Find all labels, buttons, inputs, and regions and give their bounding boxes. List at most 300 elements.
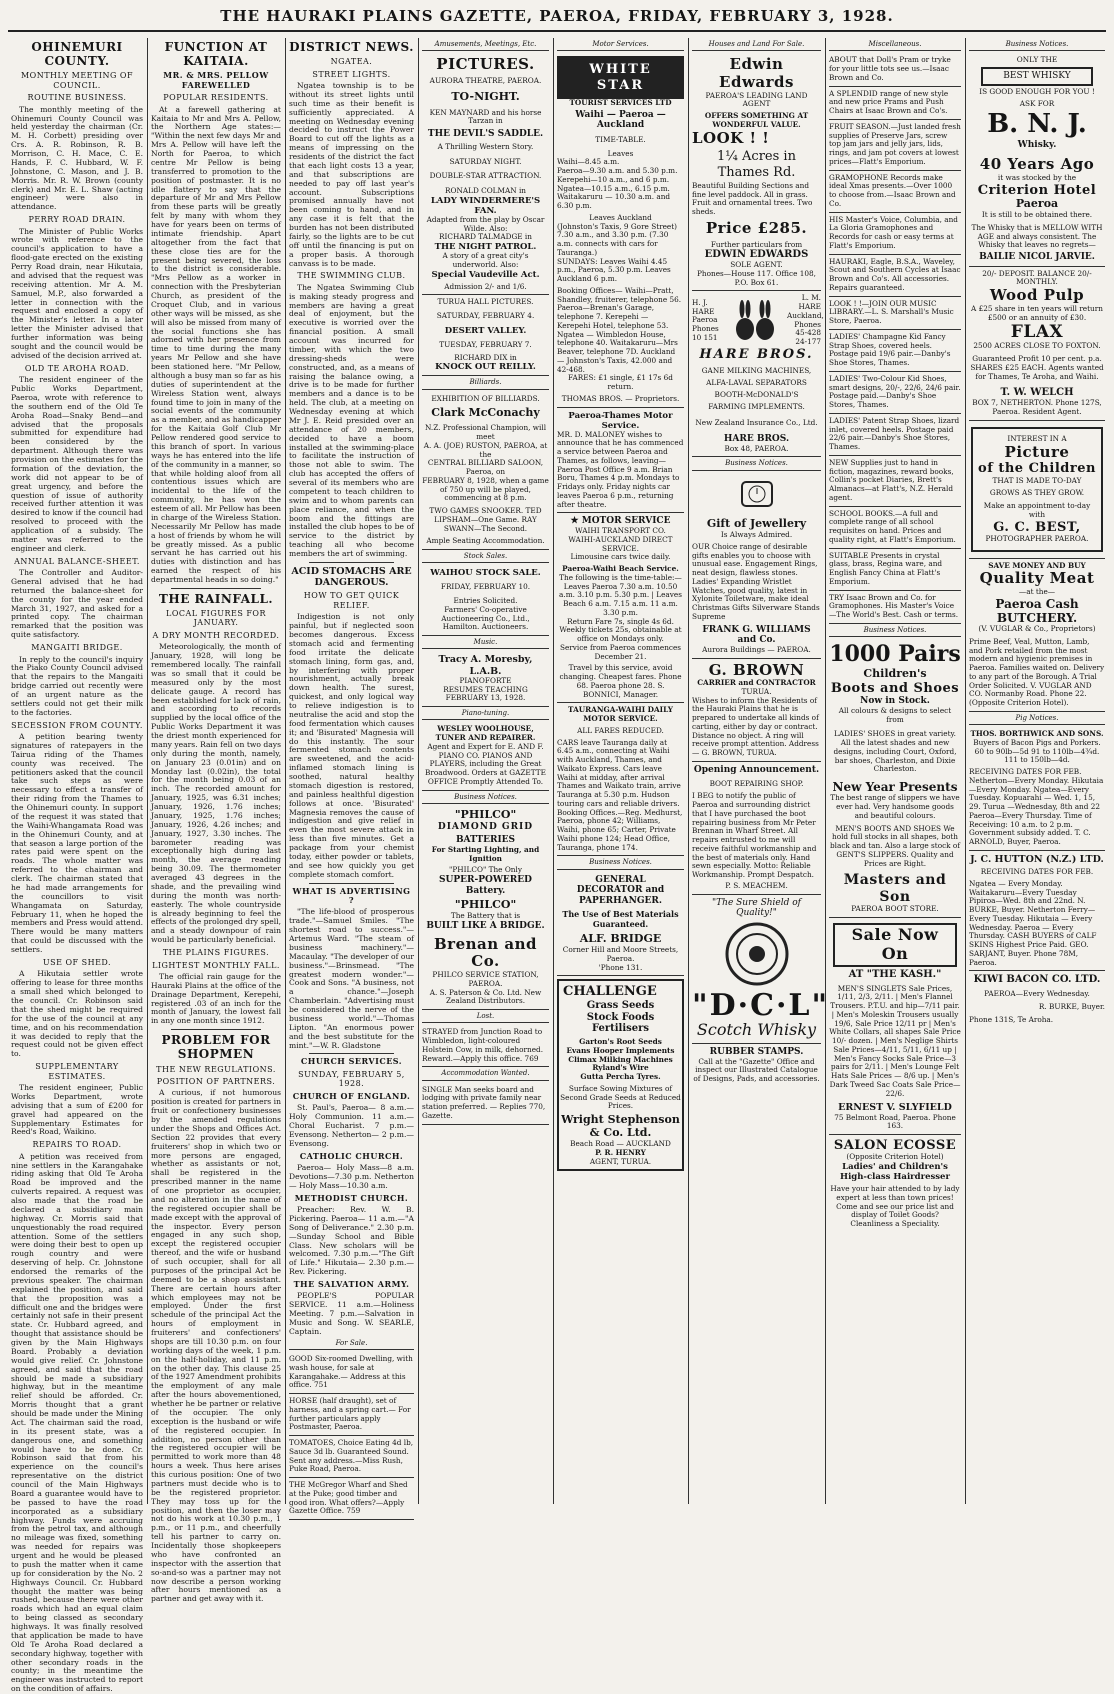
boot-repair-ad (692, 762, 821, 895)
ad-text: CHALLENGE (563, 984, 657, 1000)
subheading: POPULAR RESIDENTS. (163, 93, 269, 103)
ad-text: Wishes to inform the Residents of the Hauraki Plains that he is prepared to undertake all kinds of carting, either by day or contract. Distance no object. A ring will receive prompt attention. Address — G. BROWN, TURUA. (692, 695, 819, 758)
ad-text: CARRIER and CONTRACTOR (697, 678, 816, 688)
classified-ad: TOMATOES, Choice Eating 4d lb, Sauce 3d lb. Guaranteed Sound. Sent any address.—Miss Rush, Puke Road, Paeroa. (289, 1436, 414, 1478)
ad-text: PAEROA'S LEADING LAND AGENT (705, 90, 808, 109)
article-subtitle: THE NEW REGULATIONS. (156, 1064, 276, 1074)
ad-text: The best range of slippers we have ever had. Very handsome goods and beautiful colours. (830, 793, 960, 820)
classified-ad: NEW Supplies just to hand in fiction, magazines, reward books, Collin's pocket Diaries, Brett's Almanacs—at Flatt's, N.Z. Herald agent. (829, 456, 961, 507)
ad-text: —at the— (1018, 587, 1056, 597)
ad-text: RESUMES TEACHING (443, 684, 528, 694)
motor-service-ad (557, 408, 684, 514)
classified-ad: LADIES' Champagne Kid Fancy Strap Shoes, covered heels. Postage paid 19/6 pair.—Danby's Shoe Stores, Thames. (829, 330, 961, 372)
article-title: OHINEMURI COUNTY. (31, 40, 123, 69)
subheading: PERRY ROAD DRAIN. (28, 215, 126, 225)
ad-text: KNOCK OUT REILLY. (435, 362, 536, 373)
subheading: POSITION OF PARTNERS. (156, 1076, 276, 1086)
ad-text: Opening Announcement. (693, 764, 820, 775)
classified-ad: LADIES' Patent Strap Shoes, lizard inlet, covered heels. Postage paid 22/6 pair.—Danby's Shoe Stores, Thames. (829, 414, 961, 456)
subheading: SUNDAY, FEBRUARY 5, 1928. (298, 1069, 405, 1089)
ad-text: Ryland's Wire (592, 1063, 649, 1073)
ad-text: ASK FOR (1019, 99, 1055, 109)
subheading: CHURCH OF ENGLAND. (292, 1090, 411, 1101)
stock-sale-ad (422, 565, 549, 636)
subheading: OLD TE AROHA ROAD. (24, 363, 130, 373)
ad-text: FARMING IMPLEMENTS. (708, 401, 805, 411)
section-header: Business Notices. (969, 40, 1105, 51)
ad-text: AT "THE KASH." (848, 968, 942, 980)
ad-text: EXHIBITION OF BILLIARDS. (431, 393, 540, 403)
ad-text: Stock Foods (586, 1011, 655, 1023)
article-subtitle: HOW TO GET QUICK RELIEF. (303, 591, 400, 610)
ad-text: "The Sure Shield of Quality!" (712, 897, 801, 919)
ad-text: WAIHI-AUCKLAND DIRECT SERVICE. (568, 534, 673, 553)
motor-service-ad (557, 513, 684, 703)
ad-text: L. M. HARE Auckland, Phones 45-428 24-177 (787, 293, 824, 347)
ad-text: Garton's Root Seeds (579, 1037, 662, 1047)
motor-service-ad (557, 703, 684, 856)
masthead-rule (8, 30, 1106, 32)
subheading: METHODIST CHURCH. (294, 1192, 409, 1203)
ad-text: Quality Meat (979, 569, 1095, 588)
column-5 (554, 38, 687, 1506)
section-header: Business Notices. (829, 626, 961, 637)
classified-ad: LADIES' Two-Colour Kid Shoes, smart designs, 20/-, 22/6, 24/6 pair. Postage paid.—Danby's Shoe Stores, Thames. (829, 372, 961, 414)
paragraph: A petition was received from nine settlers in the Karangahake riding asking that Old Te Aroha Road be improved and the culverts repaired. A request was also made that the road be declared a subsidiary main highway. Cr. Morris said that unquestionably the road required attention. Some of the settlers were doing their best to open up rough country and were deserving of help. Cr. Johnstone endorsed the remarks of the previous speaker. The chairman explained the position, and said that the proposition was a difficult one and the bridges were certainly not safe in their present state. Cr. Hubbard agreed, and thought that assistance should be given by the Main Highways Board. Probably a deviation would give relief. Cr. Johnstone agreed, and said that the road should be made a subsidiary highway, but in the meantime relief should be afforded. Cr. Morris thought that a grant should be made under the Mining Act. The chairman said the road, in its present state, was a dangerous one, and something would have to be done. Cr. Robinson said that from his experience on the council's representative on the district council of the Main Highways Board a guarantee would have to be passed to have the road incorporated as a subsidiary highway. Funds were accruing from the petrol tax, and although no mileage was fixed, something was needed for repairs was urgent and he would be pleased to push the matter when it came up for consideration by the No. 2 Highways Council. Cr. Hubbard thought the matter was being rushed, because there were other roads which had an equal claim to being classed as secondary highways. It was finally resolved that application be made to have Old Te Aroha Road declared a secondary highway, together with other secondary roads in the county; in the meantime the engineer was instructed to report on the condition of affairs. (11, 1151, 143, 1694)
ad-text: BEST WHISKY (981, 67, 1093, 86)
ad-text: RECEIVING DATES FOR FEB. (980, 867, 1094, 877)
ad-text: T. W. WELCH (1000, 387, 1074, 399)
ad-text: G. BROWN (708, 660, 805, 679)
ad-text: Aurora Buildings — PAEROA. (702, 644, 811, 654)
ad-text: DESERT VALLEY. (444, 325, 527, 336)
ad-text: Brenan and Co. (434, 934, 537, 971)
paragraph: PEOPLE'S POPULAR SERVICE. 11 a.m.—Holiness Meeting. 7 p.m.—Salvation in Music and Song. W. SEARLE, Captain. (289, 1291, 414, 1336)
butchery-ad (969, 559, 1105, 712)
ad-text: R. BURKE, Buyer. (1038, 1001, 1105, 1011)
ad-text: J. C. HUTTON (N.Z.) LTD. (970, 853, 1104, 865)
ad-text: BOX 7, NETHERTON. Phone 127S, Paeroa. Resident Agent. (972, 398, 1102, 417)
ad-text: SOLE AGENT. (730, 260, 783, 270)
ad-text: Booking Offices— Waihi—Pratt, Shandley, fruiterer, telephone 56. Paeroa—Brenan's Garage, telephone 7. Kerepehi — Kerepehi Hotel, telephone 53. Ngatea — Wimbledon House, telephone 40. Waitakaruru—Mrs Beaver, telephone 7D. Auckland — Johnston's Taxis, 42.000 and 42-468. (557, 285, 682, 374)
ad-text: Waihi—8.45 a.m. (557, 157, 620, 167)
ad-text: Surface Sowing Mixtures of Second Grade Seeds at Reduced Prices. (560, 1083, 681, 1111)
ad-text: OFFERS SOMETHING AT WONDERFUL VALUE. (704, 111, 809, 129)
ad-text: Agent and Expert for E. AND F. PIANO CO. PIANOS AND PLAYERS, including the Great Broadwood. Orders at GAZETTE OFFICE Promptly Attended To. (425, 741, 546, 786)
ad-text: THAT IS MADE TO-DAY (992, 475, 1082, 485)
ad-text: Return Fare 7s, single 4s 6d. (567, 616, 674, 626)
ad-text: Wood Pulp (989, 286, 1085, 305)
ad-text: BOOT REPAIRING SHOP. (709, 778, 804, 788)
ad-text: RUBBER STAMPS. (709, 1047, 804, 1058)
ad-text: ALFA-LAVAL SEPARATORS (706, 378, 807, 388)
ad-text: THE DEVIL'S SADDLE. (427, 129, 544, 140)
salon-ad (829, 1135, 961, 1232)
ad-text: 75 Belmont Road, Paeroa. Phone 163. (834, 1112, 956, 1131)
ad-text: RICHARD DIX in (454, 352, 517, 362)
ad-text: 20/- DEPOSIT. BALANCE 20/- MONTHLY. (982, 268, 1092, 287)
ad-text: Is Always Admired. (720, 530, 793, 540)
rubber-stamps-ad (692, 1044, 821, 1087)
ad-text: Farmers' Co-operative Auctioneering Co., Ltd., Hamilton. Auctioneers. (441, 604, 530, 632)
article-title: CHURCH SERVICES. (300, 1056, 403, 1067)
subheading: ANNUAL BALANCE-SHEET. (14, 556, 140, 566)
classified-ad: FRUIT SEASON.—Just landed fresh supplies of Preserve Jars, screw top jam jars and jelly jars, lids, rings, and jam pot covers at lowest prices—Flatt's Emporium. (829, 120, 961, 171)
ad-text: Boots and Shoes (830, 680, 960, 696)
classified-ad: HIS Master's Voice, Columbia, and La Gloria Gramophones and Records for cash or easy terms at Flatt's Emporium. (829, 213, 961, 255)
paragraph: St. Paul's, Paeroa— 8 a.m.—Holy Communion. 11 a.m.—Choral Eucharist. 7 p.m.—Evensong. Netherton— 2 p.m.—Evensong. (289, 1103, 414, 1148)
ad-text: of the Children (978, 461, 1096, 477)
subheading: ROUTINE BUSINESS. (27, 93, 127, 103)
ad-text: PAEROA—Every Wednesday. (984, 989, 1090, 999)
subheading: THE SALVATION ARMY. (293, 1279, 410, 1289)
ad-text: Box 48, PAEROA. (724, 443, 789, 453)
challenge-ad (557, 979, 684, 1171)
ad-text: 'Phone 131. (598, 962, 643, 972)
ad-text: Service from Paeroa commences December 21. (559, 642, 682, 661)
ad-text: THOS. BORTHWICK AND SONS. (970, 729, 1104, 739)
ad-text: G. C. BEST, (993, 519, 1081, 535)
column-1 (8, 38, 146, 1694)
jewellery-ad (692, 473, 821, 659)
ad-text: SATURDAY NIGHT. (449, 156, 522, 166)
subheading: LIGHTEST MONTHLY FALL. (152, 960, 280, 970)
ad-text: Beach Road — AUCKLAND (570, 1139, 671, 1149)
bnj-whisky-ad (969, 53, 1105, 266)
ad-text: Paeroa-Thames Motor Service. (568, 410, 673, 431)
ad-text: LOOK ! ! (692, 128, 770, 147)
ad-text: Beautiful Building Sections and fine level paddock. All in grass. Fruit and ornamental trees. Two sheds. (692, 180, 813, 217)
ad-text: TIME-TABLE. (595, 134, 646, 144)
ad-text: Children's (863, 666, 927, 680)
ad-text: GENERAL (595, 874, 646, 885)
ad-text: It is still to be obtained there. (981, 210, 1093, 220)
photographer-ad (969, 421, 1105, 559)
boots-ad (829, 639, 961, 918)
classified-ad: SINGLE Man seeks board and lodging with private family near station preferred. — Replies 770, Gazette. (422, 1083, 549, 1125)
section-header: Music. (422, 638, 549, 649)
article-title: ACID STOMACHS ARE DANGEROUS. (291, 565, 412, 589)
section-header: Lost. (422, 1012, 549, 1023)
ad-text: ONLY THE (1016, 55, 1058, 65)
classified-ad: TRY Isaac Brown and Co. for Gramophones. His Master's Voice—The World's Best. Cash or terms. (829, 591, 961, 624)
rabbits-icon (729, 299, 781, 343)
ad-text: Buyers of Bacon Pigs and Porkers. 60 to 90lb—5d 91 to 110lb—4¾d. 111 to 150lb—4d. (973, 737, 1101, 765)
star-icon: ★ (570, 516, 582, 527)
ad-text: Leaves (607, 148, 634, 158)
subheading: THE SWIMMING CLUB. (297, 271, 406, 281)
ad-text: All colours & designs to select from (838, 705, 952, 724)
ad-heading: PICTURES. (436, 55, 535, 74)
paragraph: Preacher: Rev. W. B. Pickering. Paeroa— 11 a.m.—"A Song of Deliverance." 2.30 p.m.—Sunday School and Bible Class. New scholars will be welcomed. 7.30 p.m.—"The Gift of Life." Hikutaia— 2.30 p.m.—Rev. Pickering. (289, 1205, 414, 1277)
ad-text: Evans Hooper Implements (566, 1045, 675, 1055)
ad-text: Special Vaudeville Act. (431, 269, 540, 280)
ad-text: Make an appointment to-day with (983, 501, 1091, 519)
section-header: Stock Sales. (422, 552, 549, 563)
column-2 (148, 38, 284, 1604)
ad-text: OUR Choice range of desirable gifts enables you to choose with unusual ease. Engagement Rings, neat design, flawless stones. Ladies' Expanding Wristlet Watches, good quality, latest in Xylonite Toiletware, make ideal Christmas Gifts Silverware Stands Supreme (692, 541, 820, 621)
ad-text: FRANK G. WILLIAMS and Co. (702, 624, 811, 646)
ad-text: FRIDAY, FEBRUARY 10. (440, 582, 531, 592)
ad-text: Leaves Paeroa 7.30 a.m. 10.50 a.m. 3.10 p.m. 5.30 p.m. | Leaves Beach 6 a.m. 7.15 a.m. 11 a.m. 3.30 p.m. (559, 581, 682, 617)
ad-text: Waitakaruru — 10.30 a.m. and 6.30 p.m. (557, 192, 671, 211)
ad-text: 1¼ Acres in Thames Rd. (717, 149, 796, 180)
cinema-ad (422, 53, 549, 295)
ad-text: GROWS AS THEY GROW. (989, 488, 1085, 498)
subheading: STREET LIGHTS. (312, 69, 391, 79)
ad-text: New Year Presents (832, 780, 958, 795)
pig-notice (969, 971, 1105, 1027)
ad-text: WAIHI TRANSPORT CO. (575, 526, 666, 536)
ad-text: 1000 Pairs (829, 641, 961, 667)
paragraph: The monthly meeting of the Ohinemuri County Council was held yesterday the chairman (Cr. M. H. Corbett) presiding over Crs. A. R. Robinson, R. B. Morrison, C. H. Mace, C. E. Hands, F. C. Hubbard, W. F. Johnstone, C. Mason, and J. B. Morris. Mr. R. W. Brown (county clerk) and Mr. E. L. Shaw (acting engineer) were also in attendance. (11, 104, 143, 212)
ad-text: "D·C·L" (692, 988, 830, 1024)
ad-text: FARES: £1 single, £1 17s 6d return. (568, 373, 673, 392)
ad-text: Picture (1004, 442, 1070, 461)
paragraph: In reply to the council's inquiry the Piako County Council advised that the repairs to the Mangaiti bridge carried out recently were of an urgent nature as the settlers could not get their milk to the factories. (11, 654, 143, 717)
ad-text: IS GOOD ENOUGH FOR YOU ! (979, 86, 1095, 96)
section-header: Billiards. (422, 378, 549, 389)
classified-ad: GRAMOPHONE Records make ideal Xmas presents.—Over 1000 to choose from.—Isaac Brown and Co. (829, 171, 961, 213)
ad-text: KIWI BACON CO. LTD. (973, 974, 1101, 986)
ad-text: Guaranteed Profit 10 per cent. p.a. SHARES £25 EACH. Agents wanted for Thames, Te Aroha, and Waihi. (970, 354, 1104, 381)
ad-text: Criterion Hotel (977, 182, 1097, 198)
ad-text: FLAX (1010, 322, 1064, 343)
ad-text: DECORATOR and PAPERHANGER. (576, 885, 665, 906)
ad-text: RECEIVING DATES FOR FEB. Netherton—Every Monday. Hikutaia—Every Monday. Ngatea—Every Tuesday. Kopuarahi — Wed. 1, 15, 29. Turua —Wednesday, 8th and 22 Paeroa—Every Thursday. Time of Receiving: 10 a.m. to 2 p.m. Government subsidy added. T. C. ARNOLD, Buyer, Paeroa. (969, 767, 1104, 847)
ad-text: LADIES' SHOES in great variety. All the latest shades and new designs, including Court, Oxford, bar shoes, Charleston, and Dixie Charleston. (833, 729, 957, 774)
ad-text: SATURDAY, FEBRUARY 4. (436, 311, 535, 321)
classified-ad: GOOD Six-roomed Dwelling, with wash house, for sale at Karangahake.— Address at this office. 751 (289, 1352, 414, 1394)
classified-ad: THE McGregor Wharf and Shed at the Puke; good timber and good iron. What offers?—Apply Gazette Office. 759 (289, 1478, 414, 1520)
ad-text: Price £285. (705, 218, 808, 237)
section-header: Motor Services. (557, 40, 684, 51)
sale-ad (829, 918, 961, 1135)
ad-text: N.Z. Professional Champion, will meet (424, 423, 547, 442)
paragraph: Ngatea township is to be without its street lights until such time as their benefit is sufficiently appreciated. A meeting on Wednesday evening decided to instruct the Power Board to cut off the lights as a means of impressing on the residents of the district the fact that each light costs 13 a year, and that subscriptions are needed to pay off last year's account. Subscriptions promised annually have not been coming to hand, and in any case it is felt that the burden has not been distributed fairly, so the lights are to be cut off until the financing is put on a proper basis. A thorough canvass is to be made. (289, 81, 414, 268)
ad-text: Corner Hill and Moore Streets, Paeroa. (562, 945, 679, 963)
ad-text: Edwin Edwards (719, 55, 794, 91)
subheading: CATHOLIC CHURCH. (299, 1150, 404, 1161)
ad-text: "PHILCO" The Only (449, 865, 522, 875)
paragraph: A curious, if not humorous position is created for partners in fruit or confectionery businesses by the amended regulations under the Shops and Offices Act. Section 22 provides that every fruiterers' shop in which two or more persons are engaged, whether as assistants or not, shall be registered in the prescribed manner in the name of one proprietor as occupier, and no alteration in the name of the registered occupier shall be made except with the approval of the inspector. Every person engaged in any such shop, except the registered occupier thereof, and the wife or husband of such occupier, shall for all purposes of the principal Act be deemed to be a shop assistant. There are certain hours after which employees may not be employed. Under the first schedule of the principal Act the hours of employment in fruiterers' and confectioners' shops are till 10.30 p.m. on four working days of the week, 1 p.m. on the half-holiday, and 11 p.m. on the other day. This clause 25 of the 1927 Amendment prohibits the employment of any male after the hours abovementioned, whether he be partner or relative of the occupier. The only exception is the husband or wife of the registered occupier. In addition, no person other than the registered occupier will be permitted to work more than 48 hours a week. Thus here arises this curious position: One of two partners must decide who is to be the registered proprietor. They may toss up for the position, and then the loser may not do his work at 10.30 p.m., 1 p.m., or 11 p.m., and cheerfully tell his partner to carry on. Incidentally those shopkeepers who have confronted an inspector with the assertion that so-and-so was a partner may not now describe a person working after hours mentioned as a partner and get away with it. (151, 1088, 281, 1604)
ad-text: Ngatea — Every Monday. Waitakaruru—Every Tuesday Pipiroa—Wed. 8th and 22nd. N. BURKE, Buyer. Netherton Ferry—Every Tuesday. Hikutaia — Every Wednesday. Paeroa — Every Thursday. CASH BUYERS of CALF SKINS Highest Price Paid. GEO. SARJANT, Buyer. Phone 78M, Paeroa. (969, 878, 1097, 967)
ad-text: MR. D. MALONEY wishes to announce that he has commenced a service between Paeroa and Thames, as follows, leaving— Paeroa Post Office 9 a.m. Brian Boru, Thames 4 p.m. Mondays to Fridays only. Friday nights car leaves Paeroa 6 p.m., returning after theatre. (557, 429, 684, 509)
ad-text: TUESDAY, FEBRUARY 7. (439, 339, 532, 349)
ad-text: ALL FARES REDUCED. (577, 725, 664, 735)
ad-text: THE NIGHT PATROL. (434, 242, 537, 253)
ad-text: Sale Now On (851, 925, 939, 963)
hare-bros-ad (692, 291, 824, 457)
paragraph: The official rain gauge for the Hauraki Plains at the office of the Drainage Department, Kerepehi, registered .03 of an inch for the month of January, the lowest fall in any one month since 1912. (151, 971, 281, 1026)
section-header: Amusements, Meetings, Etc. (422, 40, 549, 51)
ad-text: TURUA HALL PICTURES. (437, 297, 534, 307)
ad-text: "PHILCO" (454, 898, 517, 912)
ad-text: A. S. Paterson & Co. Ltd. New Zealand Distributors. (429, 987, 542, 1006)
ad-text: Masters and Son (843, 872, 947, 905)
ad-text: Waihi — Paeroa — Auckland (575, 109, 666, 131)
classified-ad: SCHOOL BOOKS.—A full and complete range of all school requisites on hand. Prices and quality right, at Flatt's Emporium. (829, 507, 961, 549)
ad-text: A £25 share in ten years will return £500 or an annuity of £30. (971, 303, 1103, 322)
ad-text: Battery. (465, 885, 506, 896)
ad-text: CARS leave Tauranga daily at 6.45 a.m., connecting at Waihi with Auckland, Thames, and Waikato Express. Cars leave Waihi at midday, after arrival Thames and Waikato train, arrive Tauranga at 5.30 p.m. Hudson touring cars and reliable drivers. Booking Offices.—Reg. Medhurst, Paeroa, phone 42; Williams, Waihi, phone 65; Carter, Private Waihi phone 124; Head Office, Tauranga, phone 174. (557, 737, 683, 852)
ad-text: TURUA. (741, 686, 772, 696)
ad-text: New Zealand Insurance Co., Ltd. (695, 418, 818, 428)
ad-text: "PHILCO" (454, 807, 517, 821)
ad-text: Leaves Auckland (589, 212, 652, 222)
ad-text: SUPER-POWERED (439, 875, 532, 886)
ad-text: H. J. HARE Paeroa Phones 10 151 (692, 297, 719, 342)
ad-text: Entries Solicited. (453, 596, 518, 606)
subheading: REPAIRS TO ROAD. (32, 1140, 122, 1150)
ad-text: (Johnston's Taxis, 9 Gore Street) 7.30 a.m., and 3.30 p.m. (7.30 a.m. connects with cars for Tauranga.) (557, 221, 678, 257)
ad-text: EDWIN EDWARDS (704, 249, 809, 261)
ad-text: MEN'S BOOTS AND SHOES We hold full stocks in all shapes, both black and tan. Also a large stock of GENT'S SLIPPERS. Quality and Prices are Right. (829, 823, 961, 868)
ad-text: FEBRUARY 13, 1928. (445, 693, 526, 703)
paragraph: The resident engineer, Public Works Department, wrote advising that a sum of £200 for gravel had appeared on the Supplementary Estimates for Reed's Road, Waikino. (11, 1083, 143, 1137)
ad-text: Ngatea—10.15 a.m., 6.15 p.m. (557, 183, 670, 193)
ad-text: KEN MAYNARD and his horse Tarzan in (429, 107, 542, 126)
ad-text: GANE MILKING MACHINES, (701, 366, 812, 376)
ad-text: INTEREST IN A (1007, 433, 1067, 443)
ad-text: Phones—House 117. Office 108, P.O. Box 61. (697, 268, 816, 287)
article-subtitle: MR. & MRS. PELLOW FAREWELLED (163, 70, 269, 90)
paragraph: Meteorologically, the month of January, 1928, will long be remembered locally. The rainfall was so small that it could be measured only by the most delicate gauge. A record has been established for lack of rain, and according to records supplied by the local office of the Public Works Department it was the driest month experienced for many years. Rain fell on two days only during the month, namely, on January 23 (0.01in) and on Monday last (0.02in), the total for the month being 0.03 of an inch. The recorded amount for January, 1925, was 6.31 inches; January, 1926, 1.76 inches; January, 1925, 1.76 inches; January, 1926, 4.26 inches; and January, 1927, 3.30 inches. The barometer reading was exceptionally high during last month, the average reading being 30.09. The thermometer averaged 43 degrees in the shade, and the prevailing wind during the month was north-easterly. The whole countryside is already beginning to feel the effects of the prolonged dry spell, and a steady downpour of rain would be particularly beneficial. (151, 642, 281, 945)
pig-notice (969, 851, 1105, 971)
ad-text: (Opposite Criterion Hotel) (846, 1152, 944, 1162)
ad-text: WESLEY WOOLHOUSE, TUNER AND REPAIRER. (435, 724, 536, 742)
subheading: SUPPLEMENTARY ESTIMATES. (35, 1062, 119, 1081)
paragraph: The resident engineer of the Public Works Department, Paeroa, wrote with reference to the southern end of the Old Te Aroha Road—Snaky Bend—and advised that the proposals submitted for expenditure had been considered by the department. Although there was provision on the estimates for the formation of the deviation, the work did not appear to be of great urgency, and before the question of issue of authority received further attention it was desired to know if the council had resolved to proceed with the application of a subsidy. The matter was referred to the engineer and clerk. (11, 375, 143, 553)
crest-icon (722, 919, 792, 989)
masthead: THE HAURAKI PLAINS GAZETTE, PAEROA, FRIDAY, FEBRUARY 3, 1928. (220, 7, 894, 25)
ad-text: it was stocked by the (997, 173, 1077, 183)
section-header: Business Notices. (422, 793, 549, 804)
ad-text: Paeroa—9.30 a.m. and 5.30 p.m. (557, 166, 678, 176)
ad-text: PIANOFORTE (459, 675, 512, 685)
music-ad (422, 651, 549, 707)
column-7 (826, 38, 964, 1506)
ad-text: DOUBLE-STAR ATTRACTION. (429, 171, 542, 181)
ad-text: TO-NIGHT. (451, 89, 520, 103)
paragraph: The Minister of Public Works wrote with reference to the council's application to have a flood-gate erected on the existing Perry Road drain, near Hikutaia, and advised that the request was receiving attention. Mr A. M. Samuel, M.P., also forwarded a letter in connection with the request and enclosed a copy of the Minister's letter. In a later letter the Minister advised that further information was being sought and the council would be advised of the decision arrived at. (11, 226, 143, 360)
paragraph: "The life-blood of prosperous trade."—Samuel Smiles. "The shortest road to success."—Artemus Ward. "The steam of business machinery."—Macaulay. "The developer of our business."—Brinsmead. "The greatest modern wonder."—Cook and Sons. "A business, not a chance."—Joseph Chamberlain. "Advertising must be considered the nerve of the business world."—Thomas Lipton. "An enormous power and the best substitute for the mint."—W. R. Gladstone (289, 907, 414, 1050)
classified-ad: LOOK ! !—JOIN OUR MUSIC LIBRARY.—L. S. Marshall's Music Store, Paeroa. (829, 297, 961, 330)
ad-text: BUILT LIKE A BRIDGE. (426, 921, 545, 932)
ad-text: Paeroa-Waihi Beach Service. (562, 564, 679, 574)
ad-text: BOOTH-McDONALD'S (714, 389, 799, 399)
column-3 (286, 38, 417, 1516)
ad-text: Paeroa Cash BUTCHERY. (995, 596, 1079, 625)
ad-text: Whisky. (1017, 139, 1057, 150)
ad-text: Climax Milking Machines (568, 1054, 673, 1064)
classified-ad: SUITABLE Presents in crystal glass, brass, Regina ware, and English Fancy China at Flatt's Emporium. (829, 549, 961, 591)
subheading: THE PLAINS FIGURES. (162, 948, 270, 958)
ad-text: Prime Beef, Veal, Mutton, Lamb, and Pork retailed from the most modern and hygienic premises in Paeroa. Families waited on. Delivery to any part of the Borough. A Trial Order Solicited. V. VUGLAR AND CO. Normanby Road. Phone 22. (Opposite Criterion Hotel). (969, 636, 1105, 708)
battery-ad (422, 806, 549, 1010)
ad-text: Ample Seating Accommodation. (426, 536, 545, 546)
ad-text: Scotch Whisky (696, 1020, 817, 1040)
ad-text: PHOTOGRAPHER PAEROA. (985, 533, 1089, 543)
ad-text: Wright Stephenson & Co. Ltd. (561, 1113, 680, 1140)
ad-text: The following is the time-table:— (559, 572, 682, 582)
section-header: Business Notices. (557, 858, 684, 869)
section-header: Business Notices. (692, 459, 821, 470)
ad-text: MOTOR SERVICE (581, 516, 671, 527)
ad-text: Weekly tickets 25s, obtainable at office on Mondays only. (559, 625, 682, 644)
ad-text: AGENT, TURUA. (589, 1156, 652, 1166)
ad-text: Fertilisers (591, 1023, 650, 1035)
section-header: Pig Notices. (969, 714, 1105, 725)
watch-icon (732, 476, 782, 516)
article-title: DISTRICT NEWS. (289, 40, 414, 54)
white-star-logo: WHITE STAR (557, 56, 684, 99)
article-title: WHAT IS ADVERTISING ? (292, 885, 411, 905)
ad-text: Admission 2/- and 1/6. (444, 281, 527, 291)
section-header: Miscellaneous. (829, 40, 961, 51)
ad-text: A Thrilling Western Story. (437, 141, 534, 151)
article-subtitle: LOCAL FIGURES FOR JANUARY. (166, 609, 266, 628)
ad-text: LADY WINDERMERE'S FAN. (430, 195, 541, 216)
ad-text: 40 Years Ago (979, 155, 1095, 174)
classified-ad: STRAYED from Junction Road to Wimbledon, light-coloured Holstein Cow, in milk, dehorned. Reward.—Apply this office. 769 (422, 1025, 549, 1067)
ad-text: Tracy A. Moresby, L.A.B. (438, 654, 533, 677)
subheading: A DRY MONTH RECORDED. (152, 630, 280, 640)
tuner-ad (422, 722, 549, 790)
ad-text: TAURANGA-WAIHI DAILY MOTOR SERVICE. (568, 705, 673, 724)
pig-notice (969, 727, 1105, 851)
carrier-ad (692, 659, 821, 762)
ad-text: P. S. MEACHEM. (725, 880, 788, 890)
ad-text: Call at the "Gazette" Office and inspect our Illustrated Catalogue of Designs, Pads, and accessories. (693, 1056, 820, 1084)
ad-text: Now in Stock. (860, 696, 930, 707)
ad-text: B. N. J. (987, 109, 1087, 140)
classified-ad: HORSE (half draught), set of harness, and a spring cart.— For further particulars apply Postmaster, Paeroa. (289, 1394, 414, 1436)
column-6 (689, 38, 830, 1506)
classified-ad: A SPLENDID range of new style and new price Prams and Push Chairs at Isaac Brown and Co's. (829, 87, 961, 120)
paragraph: A Hikutaia settler wrote offering to lease for three months a small shed which belonged to the council. Cr. Robinson said that the shed might be required for the use of the council at any time, and on his recommendation it was decided to reply that the request could not be given effect to. (11, 969, 143, 1059)
ad-text: Ladies' and Children's High-class Hairdresser (840, 1162, 950, 1183)
article-subtitle: MONTHLY MEETING OF COUNCIL. (20, 71, 134, 90)
ad-text: Kerepehi—10 a.m., and 6 p.m. (557, 174, 670, 184)
article-title: THE RAINFALL. (158, 591, 274, 606)
article-title: FUNCTION AT KAITAIA. (164, 40, 268, 69)
ad-text: THOMAS BROS. — Proprietors. (561, 393, 680, 403)
ad-text: Have your hair attended to by lady expert at less than town prices! Come and see our price list and display of Toilet Goods? Cleanliness a Speciality. (830, 1184, 960, 1229)
subheading: MANGAITI BRIDGE. (31, 643, 123, 653)
ad-text: SAVE MONEY AND BUY (988, 560, 1086, 570)
decorator-ad (557, 872, 684, 977)
ad-text: Clark McConachy (431, 406, 540, 420)
ad-text: SALON ECOSSE (833, 1138, 957, 1154)
investment-ad (969, 267, 1105, 421)
cinema-ad (422, 295, 549, 376)
whisky-ad (692, 895, 830, 1045)
paragraph: The Ngatea Swimming Club is making steady progress and members are having a great deal of enjoyment, but the executive is worried over the financial position. A small account was incurred for timber, with which the two dressing-sheds were constructed, and, as a means of raising the balance owing, a drive is to be made for further members and a dance is to be held. The club, at a meeting on Wednesday evening at which Mr J. E. Reid presided over an attendance of 20 members, decided to have a boom installed at the swimming-place to facilitate the instruction of those not able to swim. The club has accepted the offers of several of its members who are competent to teach children to swim and to whom parents can place reliance, and when the boom and the fittings are installed the club hopes to be of service to the district by teaching all who become members the art of swimming. (289, 282, 414, 559)
column-8 (966, 38, 1108, 1506)
paragraph: Paeroa— Holy Mass—8 a.m. Devotions—7.30 p.m. Netherton— Holy Mass—10.30 a.m. (289, 1162, 414, 1190)
ad-text: BAILIE NICOL JARVIE. (979, 252, 1095, 263)
subheading: NGATEA. (330, 57, 373, 67)
column-4 (419, 38, 552, 1506)
ad-text: The Battery that is (450, 911, 521, 921)
ad-text: Grass Seeds (586, 999, 655, 1011)
paragraph: Indigestion is not only painful, but if neglected soon becomes dangerous. Excess stomach acid and fermenting food irritate the delicate stomach lining, form gas, and, by interfering with proper nourishment, actually break down health. The surest, quickest, and only logical way to relieve indigestion is to neutralise the acid and stop the food fermentation which causes it; and 'Bisurated' Magnesia will do this instantly. The sour fermented stomach contents are sweetened, and the acid-inflamed stomach lining is soothed, natural healthy stomach digestion is restored, and painless healthful digestion follows at once. 'Bisurated' Magnesia removes the cause of indigestion and give relief in even the most severe attack in less than five minutes. Get a package from your chemist today, either powder or tablets, and see how quickly you get complete stomach comfort. (289, 612, 414, 879)
ad-text: ERNEST V. SLYFIELD (838, 1102, 952, 1114)
hare-bros-logo: HARE BROS. (699, 346, 814, 362)
ad-text: A story of a great city's underworld. Also: (442, 251, 529, 269)
ad-text: P. R. HENRY (595, 1147, 646, 1157)
